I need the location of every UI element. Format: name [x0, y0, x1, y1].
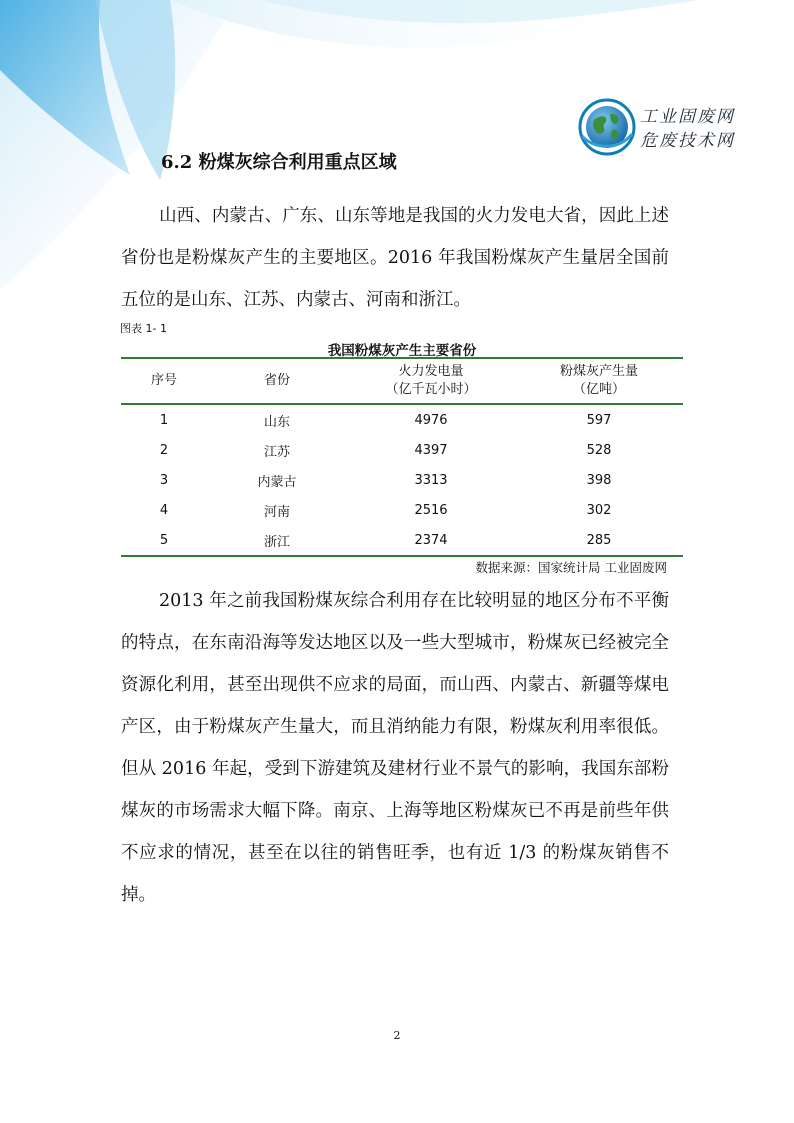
cell-power: 4397: [414, 442, 448, 458]
table-title: 我国粉煤灰产生主要省份: [327, 343, 477, 359]
paragraph-2-text: 2013 年之前我国粉煤灰综合利用存在比较明显的地区分布不平衡的特点，在东南沿海等发达地区以及一些大型城市，粉煤灰已经被完全资源化利用，甚至出现供不应求的局面，而山西、内蒙古、新疆等煤电产区，由于粉煤灰产生量大，而且消纳能力有限，粉煤灰利用率很低。但从 2016 年起，受到下游建筑及建材行业不景气的影响，我国东部粉煤灰的市场需求大幅下降。南京、上海等地区粉煤灰已不再是前些年供不应求的情况，甚至在以往的销售旺季，也有近 1/3 的粉煤灰销售不掉。: [121, 591, 669, 905]
cell-ash: 398: [586, 472, 612, 488]
table-header-row: [121, 358, 683, 404]
cell-index: 4: [159, 502, 169, 518]
table-source: 数据来源：国家统计局 工业固废网: [475, 560, 667, 575]
cell-ash: 285: [586, 532, 612, 548]
table-row: [121, 465, 683, 495]
table-row: [121, 404, 683, 435]
paragraph-1: [121, 195, 669, 321]
cell-power: 2374: [414, 532, 448, 548]
paragraph-1-text: 山西、内蒙古、广东、山东等地是我国的火力发电大省，因此上述省份也是粉煤灰产生的主要地区。2016 年我国粉煤灰产生量居全国前五位的是山东、江苏、内蒙古、河南和浙江。: [121, 206, 669, 310]
page-number: 2: [393, 1029, 401, 1042]
section-title: 6.2 粉煤灰综合利用重点区域: [161, 152, 397, 173]
cell-index: 1: [159, 412, 169, 428]
table-row: [121, 525, 683, 556]
cell-province: 河南: [263, 504, 290, 520]
cell-index: 3: [159, 472, 169, 488]
cell-province: 浙江: [263, 534, 290, 550]
header-power: 火力发电量 （亿千瓦小时）: [385, 364, 477, 397]
header-ash: 粉煤灰产生量 （亿吨）: [559, 364, 638, 397]
cell-ash: 597: [586, 412, 612, 428]
cell-index: 2: [159, 442, 169, 458]
table-row: [121, 435, 683, 465]
cell-power: 3313: [414, 472, 448, 488]
province-table: [121, 357, 683, 557]
cell-ash: 528: [586, 442, 612, 458]
cell-province: 江苏: [263, 444, 290, 460]
paragraph-2: [121, 580, 669, 916]
header-index: 序号: [150, 373, 177, 388]
cell-power: 2516: [414, 502, 448, 518]
cell-ash: 302: [586, 502, 612, 518]
cell-index: 5: [159, 532, 169, 548]
figure-label: 图表 1- 1: [120, 322, 167, 335]
cell-province: 内蒙古: [257, 474, 297, 490]
header-province: 省份: [263, 373, 290, 388]
cell-province: 山东: [263, 414, 290, 430]
cell-power: 4976: [414, 412, 448, 428]
logo-line1: 工业固废网: [640, 107, 735, 127]
table-row: [121, 495, 683, 525]
logo-line2: 危废技术网: [640, 131, 735, 151]
